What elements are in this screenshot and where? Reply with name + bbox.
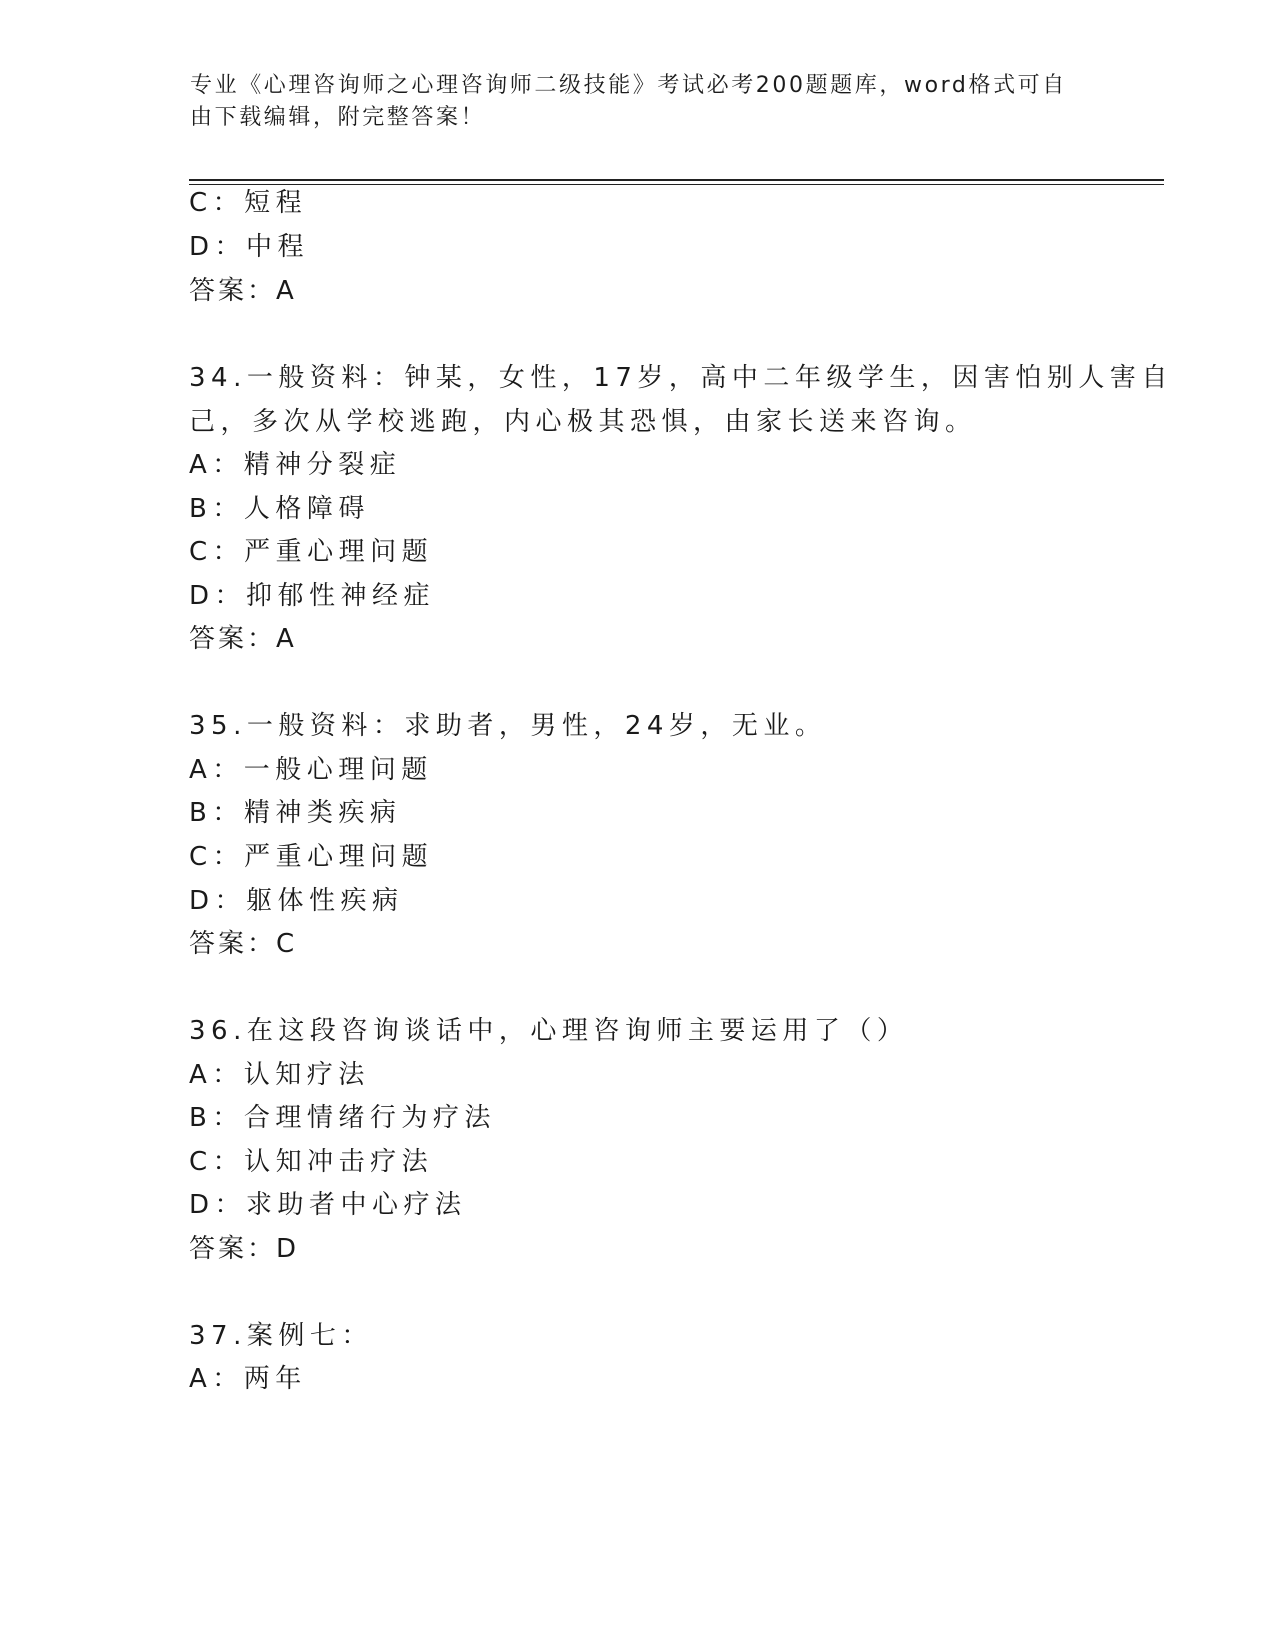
document-header: [190, 70, 1090, 134]
header-divider-thick: [189, 179, 1164, 181]
question-34-stem-line2: 己，多次从学校逃跑，内心极其恐惧，由家长送来咨询。: [189, 407, 977, 437]
prev-answer: 答案：A: [189, 276, 297, 306]
question-36-option-d: D：求助者中心疗法: [189, 1190, 467, 1220]
question-36-stem: 36.在这段咨询谈话中，心理咨询师主要运用了（）: [189, 1016, 909, 1046]
question-35-option-d: D：躯体性疾病: [189, 886, 404, 916]
question-36-option-b: B：合理情绪行为疗法: [189, 1103, 496, 1133]
question-37-stem: 37.案例七：: [189, 1321, 373, 1351]
question-34-stem-line1: 34.一般资料：钟某，女性，17岁，高中二年级学生，因害怕别人害自: [189, 363, 1173, 393]
question-35-option-c: C：严重心理问题: [189, 842, 434, 872]
prev-option-d: D：中程: [189, 232, 310, 262]
question-36-answer: 答案：D: [189, 1234, 300, 1264]
question-34-option-c: C：严重心理问题: [189, 537, 434, 567]
question-34-option-d: D：抑郁性神经症: [189, 581, 436, 611]
question-35-stem: 35.一般资料：求助者，男性，24岁，无业。: [189, 711, 827, 741]
header-line-2: 由下载编辑，附完整答案！: [190, 105, 486, 130]
header-line-1: 专业《心理咨询师之心理咨询师二级技能》考试必考200题题库，word格式可自: [190, 73, 1067, 98]
question-35-option-a: A：一般心理问题: [189, 755, 433, 785]
question-36-option-a: A：认知疗法: [189, 1060, 370, 1090]
question-36-option-c: C：认知冲击疗法: [189, 1147, 434, 1177]
prev-option-c: C：短程: [189, 188, 308, 218]
question-34-answer: 答案：A: [189, 624, 297, 654]
question-35-option-b: B：精神类疾病: [189, 798, 402, 828]
question-37-option-a: A：两年: [189, 1364, 307, 1394]
header-divider-thin: [189, 184, 1164, 185]
question-34-option-b: B：人格障碍: [189, 494, 370, 524]
question-35-answer: 答案：C: [189, 929, 298, 959]
question-34-option-a: A：精神分裂症: [189, 450, 402, 480]
